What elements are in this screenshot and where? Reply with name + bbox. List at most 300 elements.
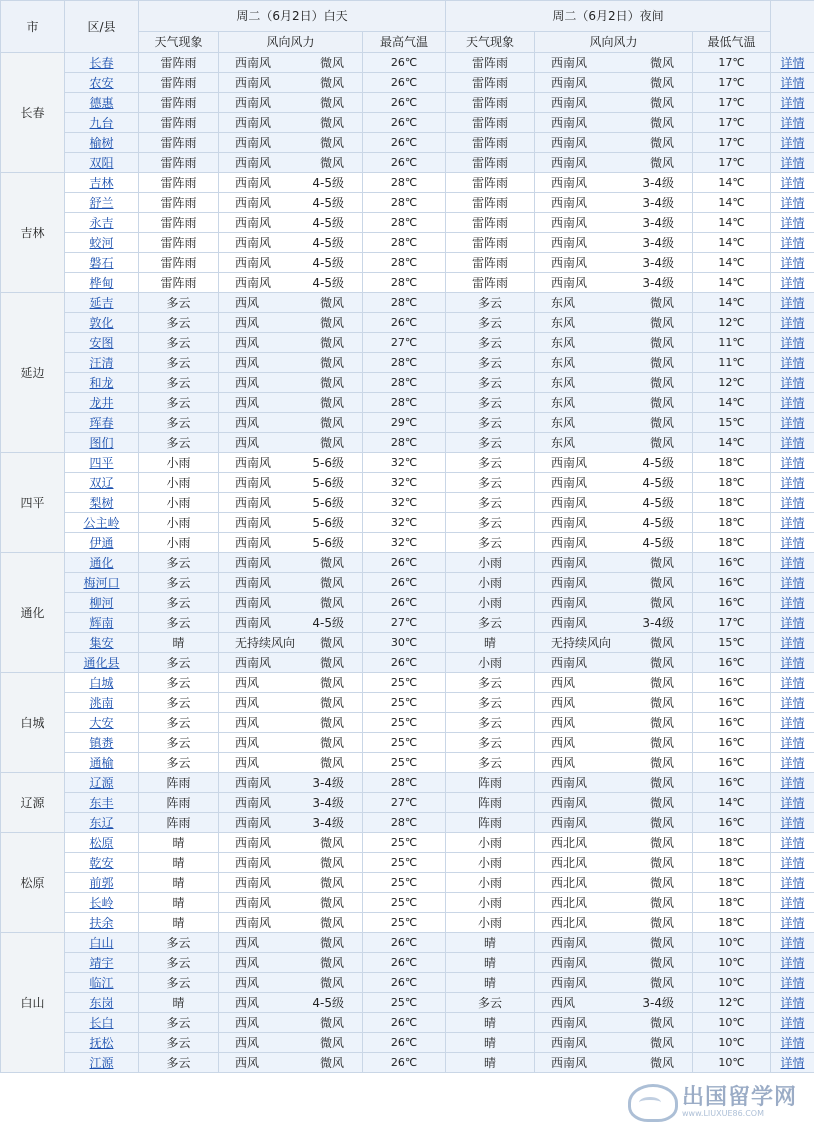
night-low-temp: 14℃ — [693, 293, 771, 313]
detail-link[interactable]: 详情 — [780, 395, 805, 410]
day-wind — [219, 373, 363, 393]
district-link[interactable]: 大安 — [89, 715, 114, 730]
detail-link[interactable]: 详情 — [780, 635, 805, 650]
detail-link[interactable]: 详情 — [780, 655, 805, 670]
detail-link[interactable]: 详情 — [780, 775, 805, 790]
detail-link[interactable]: 详情 — [780, 95, 805, 110]
day-wind — [219, 433, 363, 453]
day-weather: 小雨 — [139, 473, 219, 493]
night-wind-direction: 西南风 — [551, 495, 588, 510]
detail-link[interactable]: 详情 — [780, 895, 805, 910]
detail-link[interactable]: 详情 — [780, 355, 805, 370]
detail-link[interactable]: 详情 — [780, 75, 805, 90]
table-row — [1, 373, 814, 393]
district-cell — [65, 53, 139, 73]
district-link[interactable]: 辉南 — [89, 615, 114, 630]
detail-link[interactable]: 详情 — [780, 595, 805, 610]
day-wind-force: 4-5级 — [312, 275, 344, 290]
detail-link[interactable]: 详情 — [780, 255, 805, 270]
day-wind — [219, 93, 363, 113]
day-wind-force: 4-5级 — [312, 195, 344, 210]
night-wind-force: 微风 — [650, 75, 675, 90]
day-wind — [219, 833, 363, 853]
detail-link[interactable]: 详情 — [780, 695, 805, 710]
day-wind — [219, 593, 363, 613]
table-row — [1, 233, 814, 253]
table-row — [1, 753, 814, 773]
night-wind-force: 3-4级 — [642, 275, 675, 290]
detail-link[interactable]: 详情 — [780, 275, 805, 290]
detail-cell — [771, 493, 814, 513]
detail-link[interactable]: 详情 — [780, 315, 805, 330]
day-wind — [219, 1013, 363, 1033]
table-row — [1, 553, 814, 573]
detail-link[interactable]: 详情 — [780, 615, 805, 630]
day-wind-force: 微风 — [319, 835, 344, 850]
city-name: 松原 — [1, 833, 65, 933]
district-link[interactable]: 集安 — [89, 635, 114, 650]
day-wind-force: 微风 — [319, 695, 344, 710]
detail-link[interactable]: 详情 — [780, 195, 805, 210]
day-high-temp: 28℃ — [363, 233, 446, 253]
district-cell — [65, 233, 139, 253]
night-wind — [535, 1053, 693, 1073]
detail-link[interactable]: 详情 — [780, 1035, 805, 1050]
district-link[interactable]: 德惠 — [89, 95, 114, 110]
night-low-temp: 16℃ — [693, 733, 771, 753]
district-link[interactable]: 吉林 — [89, 175, 114, 190]
district-link[interactable]: 汪清 — [89, 355, 114, 370]
detail-cell — [771, 313, 814, 333]
detail-cell — [771, 53, 814, 73]
detail-cell — [771, 833, 814, 853]
detail-link[interactable]: 详情 — [780, 55, 805, 70]
district-cell — [65, 933, 139, 953]
district-cell — [65, 213, 139, 233]
district-cell — [65, 1033, 139, 1053]
night-low-temp: 18℃ — [693, 913, 771, 933]
district-cell — [65, 373, 139, 393]
day-wind — [219, 613, 363, 633]
detail-link[interactable]: 详情 — [780, 955, 805, 970]
district-cell — [65, 853, 139, 873]
table-row — [1, 173, 814, 193]
table-row — [1, 353, 814, 373]
district-link[interactable]: 梅河口 — [83, 575, 120, 590]
district-link[interactable]: 龙井 — [89, 395, 114, 410]
day-wind-direction: 西南风 — [235, 575, 272, 590]
district-cell — [65, 413, 139, 433]
district-link[interactable]: 东丰 — [89, 795, 114, 810]
night-wind — [535, 133, 693, 153]
header-night-wind: 风向风力 — [535, 32, 693, 53]
detail-link[interactable]: 详情 — [780, 455, 805, 470]
detail-cell — [771, 993, 814, 1013]
district-link[interactable]: 抚松 — [89, 1035, 114, 1050]
night-wind-direction: 西南风 — [551, 1035, 588, 1050]
night-wind-direction: 西南风 — [551, 235, 588, 250]
detail-link[interactable]: 详情 — [780, 335, 805, 350]
night-wind-force: 微风 — [650, 135, 675, 150]
day-wind-force: 微风 — [319, 75, 344, 90]
night-wind — [535, 753, 693, 773]
detail-cell — [771, 473, 814, 493]
detail-cell — [771, 753, 814, 773]
night-wind-direction: 东风 — [551, 335, 576, 350]
detail-link[interactable]: 详情 — [780, 235, 805, 250]
night-wind-force: 微风 — [650, 595, 675, 610]
day-wind — [219, 793, 363, 813]
district-link[interactable]: 蛟河 — [89, 235, 114, 250]
day-wind — [219, 333, 363, 353]
district-link[interactable]: 江源 — [89, 1055, 114, 1070]
district-link[interactable]: 东辽 — [89, 815, 114, 830]
night-wind — [535, 273, 693, 293]
night-wind — [535, 173, 693, 193]
night-weather: 雷阵雨 — [446, 253, 535, 273]
night-weather: 晴 — [446, 1053, 535, 1073]
district-link[interactable]: 和龙 — [89, 375, 114, 390]
district-link[interactable]: 农安 — [89, 75, 114, 90]
detail-link[interactable]: 详情 — [780, 575, 805, 590]
night-weather: 多云 — [446, 993, 535, 1013]
night-wind — [535, 853, 693, 873]
district-cell — [65, 253, 139, 273]
night-low-temp: 16℃ — [693, 573, 771, 593]
district-link[interactable]: 临江 — [89, 975, 114, 990]
day-wind — [219, 773, 363, 793]
night-low-temp: 16℃ — [693, 553, 771, 573]
district-cell — [65, 433, 139, 453]
day-weather: 多云 — [139, 353, 219, 373]
night-wind-direction: 西南风 — [551, 575, 588, 590]
district-link[interactable]: 白城 — [89, 675, 114, 690]
detail-link[interactable]: 详情 — [780, 995, 805, 1010]
day-wind-force: 5-6级 — [312, 495, 344, 510]
day-wind-direction: 西风 — [235, 335, 260, 350]
day-wind-force: 微风 — [319, 415, 344, 430]
day-wind-direction: 西南风 — [235, 115, 272, 130]
night-wind-force: 4-5级 — [642, 455, 675, 470]
district-link[interactable]: 磐石 — [89, 255, 114, 270]
district-link[interactable]: 四平 — [89, 455, 114, 470]
day-wind-force: 微风 — [319, 1055, 344, 1070]
detail-link[interactable]: 详情 — [780, 915, 805, 930]
night-weather: 雷阵雨 — [446, 53, 535, 73]
detail-link[interactable]: 详情 — [780, 855, 805, 870]
detail-link[interactable]: 详情 — [780, 515, 805, 530]
night-low-temp: 12℃ — [693, 313, 771, 333]
night-low-temp: 18℃ — [693, 513, 771, 533]
detail-link[interactable]: 详情 — [780, 415, 805, 430]
night-low-temp: 18℃ — [693, 893, 771, 913]
day-weather: 雷阵雨 — [139, 133, 219, 153]
table-row — [1, 693, 814, 713]
night-wind-force: 微风 — [650, 935, 675, 950]
night-wind-force: 微风 — [650, 295, 675, 310]
night-weather: 晴 — [446, 1033, 535, 1053]
district-link[interactable]: 扶余 — [89, 915, 114, 930]
table-row — [1, 613, 814, 633]
detail-link[interactable]: 详情 — [780, 375, 805, 390]
night-wind — [535, 113, 693, 133]
night-wind-force: 3-4级 — [642, 195, 675, 210]
night-low-temp: 18℃ — [693, 493, 771, 513]
detail-link[interactable]: 详情 — [780, 215, 805, 230]
day-weather: 多云 — [139, 553, 219, 573]
night-wind-direction: 西南风 — [551, 95, 588, 110]
night-wind — [535, 93, 693, 113]
day-weather: 雷阵雨 — [139, 213, 219, 233]
day-wind-force: 3-4级 — [312, 795, 344, 810]
district-link[interactable]: 双辽 — [89, 475, 114, 490]
day-wind — [219, 713, 363, 733]
day-wind-direction: 西南风 — [235, 135, 272, 150]
night-weather: 阵雨 — [446, 813, 535, 833]
night-wind-direction: 东风 — [551, 375, 576, 390]
night-wind-force: 微风 — [650, 115, 675, 130]
table-row — [1, 713, 814, 733]
detail-link[interactable]: 详情 — [780, 1015, 805, 1030]
day-high-temp: 26℃ — [363, 93, 446, 113]
day-weather: 晴 — [139, 913, 219, 933]
district-link[interactable]: 双阳 — [89, 155, 114, 170]
night-low-temp: 18℃ — [693, 473, 771, 493]
day-weather: 晴 — [139, 893, 219, 913]
city-name: 四平 — [1, 453, 65, 553]
night-wind-force: 微风 — [650, 815, 675, 830]
night-wind-force: 微风 — [650, 355, 675, 370]
night-wind — [535, 1013, 693, 1033]
day-high-temp: 32℃ — [363, 453, 446, 473]
day-wind-force: 微风 — [319, 935, 344, 950]
night-weather: 多云 — [446, 673, 535, 693]
city-name: 吉林 — [1, 173, 65, 293]
detail-link[interactable]: 详情 — [780, 435, 805, 450]
night-low-temp: 16℃ — [693, 593, 771, 613]
detail-link[interactable]: 详情 — [780, 935, 805, 950]
district-link[interactable]: 前郭 — [89, 875, 114, 890]
detail-link[interactable]: 详情 — [780, 535, 805, 550]
detail-link[interactable]: 详情 — [780, 875, 805, 890]
night-low-temp: 16℃ — [693, 773, 771, 793]
night-wind — [535, 893, 693, 913]
district-link[interactable]: 永吉 — [89, 215, 114, 230]
night-wind-force: 微风 — [650, 855, 675, 870]
district-link[interactable]: 公主岭 — [83, 515, 120, 530]
district-link[interactable]: 长白 — [89, 1015, 114, 1030]
city-name: 白山 — [1, 933, 65, 1073]
day-weather: 多云 — [139, 1013, 219, 1033]
detail-cell — [771, 153, 814, 173]
detail-cell — [771, 393, 814, 413]
day-wind — [219, 933, 363, 953]
night-wind — [535, 293, 693, 313]
day-wind-force: 3-4级 — [312, 775, 344, 790]
day-wind — [219, 393, 363, 413]
night-wind-force: 4-5级 — [642, 495, 675, 510]
day-weather: 晴 — [139, 853, 219, 873]
district-link[interactable]: 通化县 — [83, 655, 120, 670]
day-weather: 多云 — [139, 313, 219, 333]
day-wind-force: 微风 — [319, 1035, 344, 1050]
night-wind-force: 微风 — [650, 395, 675, 410]
district-link[interactable]: 榆树 — [89, 135, 114, 150]
night-wind-force: 微风 — [650, 315, 675, 330]
night-wind — [535, 233, 693, 253]
day-wind-force: 微风 — [319, 575, 344, 590]
night-weather: 小雨 — [446, 833, 535, 853]
day-weather: 雷阵雨 — [139, 93, 219, 113]
district-link[interactable]: 珲春 — [89, 415, 114, 430]
header-day-wind: 风向风力 — [219, 32, 363, 53]
district-link[interactable]: 松原 — [89, 835, 114, 850]
day-weather: 多云 — [139, 573, 219, 593]
district-link[interactable]: 洮南 — [89, 695, 114, 710]
district-link[interactable]: 图们 — [89, 435, 114, 450]
detail-link[interactable]: 详情 — [780, 555, 805, 570]
detail-link[interactable]: 详情 — [780, 715, 805, 730]
city-name: 长春 — [1, 53, 65, 173]
day-wind — [219, 913, 363, 933]
night-wind-direction: 西风 — [551, 755, 576, 770]
night-weather: 晴 — [446, 933, 535, 953]
night-wind-direction: 西南风 — [551, 555, 588, 570]
district-link[interactable]: 辽源 — [89, 775, 114, 790]
district-link[interactable]: 靖宇 — [89, 955, 114, 970]
night-weather: 小雨 — [446, 573, 535, 593]
detail-cell — [771, 653, 814, 673]
day-high-temp: 26℃ — [363, 133, 446, 153]
district-link[interactable]: 乾安 — [89, 855, 114, 870]
night-weather: 多云 — [446, 293, 535, 313]
district-cell — [65, 753, 139, 773]
day-wind-direction: 西风 — [235, 695, 260, 710]
night-wind-direction: 西南风 — [551, 75, 588, 90]
detail-link[interactable]: 详情 — [780, 835, 805, 850]
detail-link[interactable]: 详情 — [780, 295, 805, 310]
table-row — [1, 313, 814, 333]
night-wind-force: 微风 — [650, 95, 675, 110]
detail-link[interactable]: 详情 — [780, 115, 805, 130]
night-wind-direction: 西南风 — [551, 455, 588, 470]
table-row — [1, 93, 814, 113]
detail-link[interactable]: 详情 — [780, 735, 805, 750]
table-row — [1, 213, 814, 233]
district-link[interactable]: 通化 — [89, 555, 114, 570]
detail-cell — [771, 93, 814, 113]
day-high-temp: 26℃ — [363, 1033, 446, 1053]
night-wind-direction: 西南风 — [551, 955, 588, 970]
night-low-temp: 11℃ — [693, 333, 771, 353]
table-row — [1, 73, 814, 93]
district-link[interactable]: 梨树 — [89, 495, 114, 510]
day-wind-direction: 西南风 — [235, 535, 272, 550]
night-wind-force: 微风 — [650, 375, 675, 390]
district-link[interactable]: 长春 — [89, 55, 114, 70]
district-link[interactable]: 舒兰 — [89, 195, 114, 210]
district-link[interactable]: 安图 — [89, 335, 114, 350]
night-weather: 多云 — [446, 413, 535, 433]
detail-link[interactable]: 详情 — [780, 675, 805, 690]
district-cell — [65, 333, 139, 353]
night-low-temp: 16℃ — [693, 813, 771, 833]
night-wind-direction: 西风 — [551, 995, 576, 1010]
night-wind-direction: 无持续风向 — [551, 635, 612, 650]
day-weather: 多云 — [139, 433, 219, 453]
table-row — [1, 473, 814, 493]
day-wind-force: 4-5级 — [312, 615, 344, 630]
day-wind — [219, 193, 363, 213]
detail-link[interactable]: 详情 — [780, 815, 805, 830]
district-link[interactable]: 通榆 — [89, 755, 114, 770]
day-wind — [219, 1053, 363, 1073]
day-wind — [219, 813, 363, 833]
day-wind-force: 微风 — [319, 55, 344, 70]
district-cell — [65, 893, 139, 913]
day-wind-direction: 西南风 — [235, 495, 272, 510]
night-wind-force: 微风 — [650, 755, 675, 770]
detail-link[interactable]: 详情 — [780, 755, 805, 770]
detail-link[interactable]: 详情 — [780, 175, 805, 190]
day-wind-direction: 西风 — [235, 355, 260, 370]
district-link[interactable]: 长岭 — [89, 895, 114, 910]
district-link[interactable]: 柳河 — [89, 595, 114, 610]
watermark-logo-icon — [628, 1084, 678, 1122]
district-link[interactable]: 伊通 — [89, 535, 114, 550]
day-wind-force: 4-5级 — [312, 175, 344, 190]
night-wind-direction: 西风 — [551, 735, 576, 750]
city-name: 辽源 — [1, 773, 65, 833]
detail-cell — [771, 593, 814, 613]
detail-link[interactable]: 详情 — [780, 475, 805, 490]
day-wind-force: 4-5级 — [312, 995, 344, 1010]
district-link[interactable]: 延吉 — [89, 295, 114, 310]
day-weather: 多云 — [139, 753, 219, 773]
detail-link[interactable]: 详情 — [780, 975, 805, 990]
district-cell — [65, 313, 139, 333]
night-wind — [535, 473, 693, 493]
detail-cell — [771, 1013, 814, 1033]
night-weather: 多云 — [446, 493, 535, 513]
day-wind — [219, 113, 363, 133]
day-high-temp: 32℃ — [363, 513, 446, 533]
district-link[interactable]: 镇赉 — [89, 735, 114, 750]
day-high-temp: 26℃ — [363, 1013, 446, 1033]
detail-link[interactable]: 详情 — [780, 155, 805, 170]
detail-link[interactable]: 详情 — [780, 495, 805, 510]
table-row — [1, 1013, 814, 1033]
district-link[interactable]: 九台 — [89, 115, 114, 130]
night-low-temp: 10℃ — [693, 933, 771, 953]
night-wind-direction: 西北风 — [551, 915, 588, 930]
district-link[interactable]: 桦甸 — [89, 275, 114, 290]
night-wind-force: 3-4级 — [642, 995, 675, 1010]
day-wind-direction: 西风 — [235, 1055, 260, 1070]
night-low-temp: 17℃ — [693, 113, 771, 133]
night-low-temp: 17℃ — [693, 153, 771, 173]
district-link[interactable]: 白山 — [89, 935, 114, 950]
detail-link[interactable]: 详情 — [780, 1055, 805, 1070]
district-link[interactable]: 敦化 — [89, 315, 114, 330]
night-wind-direction: 西北风 — [551, 875, 588, 890]
night-low-temp: 17℃ — [693, 613, 771, 633]
detail-cell — [771, 293, 814, 313]
district-link[interactable]: 东岗 — [89, 995, 114, 1010]
detail-link[interactable]: 详情 — [780, 135, 805, 150]
detail-link[interactable]: 详情 — [780, 795, 805, 810]
night-wind-direction: 西南风 — [551, 175, 588, 190]
